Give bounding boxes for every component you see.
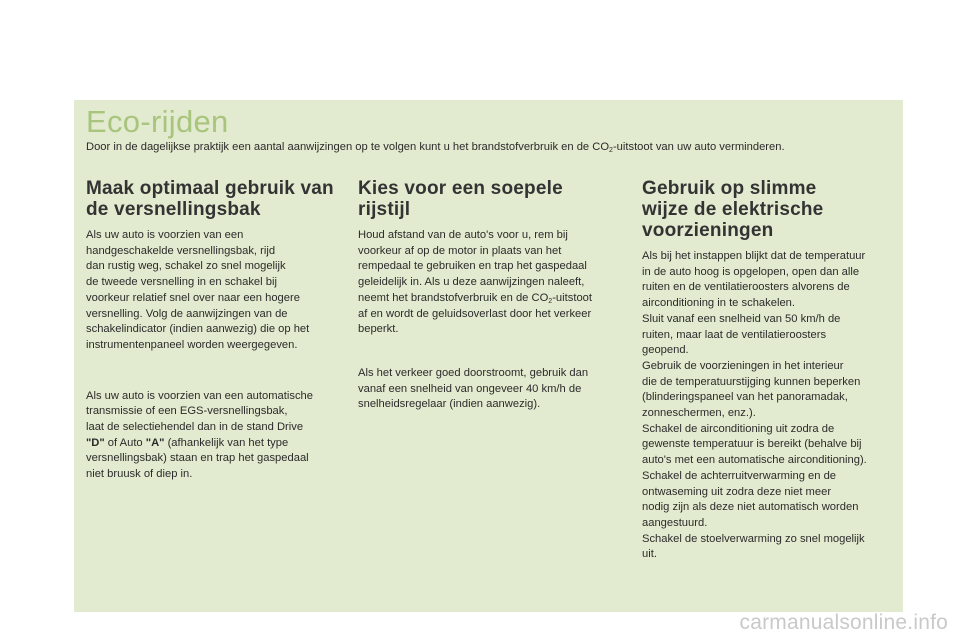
text-line: gewenste temperatuur is bereikt (behalve bij (642, 438, 862, 451)
heading-gearbox (86, 178, 348, 220)
text-line: af en wordt de geluidsoverlast door het verkeer (358, 307, 592, 320)
text-line: (blinderingspaneel van het panoramadak, (642, 391, 848, 404)
text-fragment: of Auto (104, 436, 146, 449)
site-watermark: carmanualsonline.info (739, 611, 948, 634)
paragraph-automatic-gearbox (86, 389, 348, 483)
column-driving-style (358, 178, 626, 413)
paragraph-electrical-tips (642, 249, 897, 563)
text-line: versnelling. Volg de aanwijzingen van de (86, 307, 288, 320)
intro-co2-subscript: 2 (609, 147, 613, 154)
text-line: vanaf een snelheid van ongeveer 40 km/h de (358, 382, 582, 395)
text-line: Als uw auto is voorzien van een automatische (86, 389, 313, 402)
text-line: handgeschakelde versnellingsbak, rijd (86, 244, 276, 257)
heading-driving-style (358, 178, 626, 220)
column-gearbox (86, 178, 348, 483)
text-line: aangestuurd. (642, 516, 708, 529)
text-line: voorkeur af op de motor in plaats van het (358, 244, 562, 257)
page-title: Eco-rijden (86, 104, 229, 139)
text-line: ontwaseming uit zodra deze niet meer (642, 485, 832, 498)
text-line: airconditioning in te schakelen. (642, 297, 795, 310)
heading-line: Kies voor een soepele (358, 178, 563, 199)
text-line: versnellingsbak) staan en trap het gaspedaal (86, 452, 309, 465)
heading-electrical-equipment (642, 178, 897, 241)
text-fragment: -uitstoot (552, 291, 592, 304)
text-line: Als bij het instappen blijkt dat de temperatuur (642, 250, 866, 262)
text-line: beperkt. (358, 323, 399, 336)
text-line: schakelindicator (indien aanwezig) die op het (86, 323, 310, 336)
text-line: snelheidsregelaar (indien aanwezig). (358, 398, 541, 411)
heading-line: de versnellingsbak (86, 199, 261, 220)
text-fragment: (afhankelijk van het type (164, 436, 289, 449)
heading-line: Gebruik op slimme (642, 178, 817, 199)
text-line: dan rustig weg, schakel zo snel mogelijk (86, 260, 286, 273)
text-line (358, 291, 626, 307)
intro-text-end: -uitstoot van uw auto verminderen. (612, 141, 785, 153)
co2-subscript: 2 (548, 297, 553, 305)
text-line: instrumentenpaneel worden weergegeven. (86, 338, 298, 351)
text-line: laat de selectiehendel dan in de stand Drive (86, 421, 304, 434)
text-line: uit. (642, 548, 657, 561)
heading-line: rijstijl (358, 199, 411, 220)
text-line: auto's met een automatische airconditioning). (642, 454, 867, 467)
heading-line: Maak optimaal gebruik van (86, 178, 334, 199)
text-fragment: neemt het brandstofverbruik en de CO (358, 291, 549, 304)
text-line: voorkeur relatief snel over naar een hogere (86, 291, 300, 304)
text-line: Gebruik de voorzieningen in het interieur (642, 359, 844, 372)
text-line: Als uw auto is voorzien van een (86, 229, 244, 241)
text-line: transmissie of een EGS-versnellingsbak, (86, 405, 288, 418)
heading-line: voorzieningen (642, 220, 774, 241)
text-line: geleidelijk in. Als u deze aanwijzingen naleeft, (358, 276, 585, 289)
paragraph-distance-braking (358, 228, 626, 338)
text-line: zonneschermen, enz.). (642, 407, 756, 420)
text-line: in de auto hoog is opgelopen, open dan alle (642, 265, 860, 278)
heading-line: wijze de elektrische (642, 199, 824, 220)
text-line (86, 436, 348, 452)
text-line: Als het verkeer goed doorstroomt, gebruik dan (358, 366, 589, 379)
text-line: Schakel de stoelverwarming zo snel mogelijk (642, 532, 865, 545)
gear-d-label: "D" (86, 436, 105, 449)
text-line: Schakel de airconditioning uit zodra de (642, 422, 835, 435)
text-line: nodig zijn als deze niet automatisch worden (642, 501, 859, 514)
text-line: Schakel de achterruitverwarming en de (642, 469, 837, 482)
text-line: niet bruusk of diep in. (86, 468, 193, 481)
text-line: de tweede versnelling in en schakel bij (86, 276, 277, 289)
intro-text-start: Door in de dagelijkse praktijk een aantal aanwijzingen op te volgen kunt u het brandstofverbruik en de CO (86, 141, 610, 153)
gear-a-label: "A" (145, 436, 165, 449)
text-line: ruiten en de ventilatieroosters alvorens de (642, 281, 850, 294)
text-line: Sluit vanaf een snelheid van 50 km/h de (642, 312, 841, 325)
text-line: ruiten, maar laat de ventilatieroosters (642, 328, 827, 341)
text-line: geopend. (642, 344, 689, 357)
paragraph-manual-gearbox (86, 228, 348, 354)
paragraph-cruise-control (358, 366, 626, 413)
column-electrical-equipment (642, 178, 897, 563)
text-line: die de temperatuurstijging kunnen beperken (642, 375, 861, 388)
intro-text (86, 140, 891, 154)
text-line: Houd afstand van de auto's voor u, rem bij (358, 229, 568, 241)
text-line: rempedaal te gebruiken en trap het gaspedaal (358, 260, 587, 273)
